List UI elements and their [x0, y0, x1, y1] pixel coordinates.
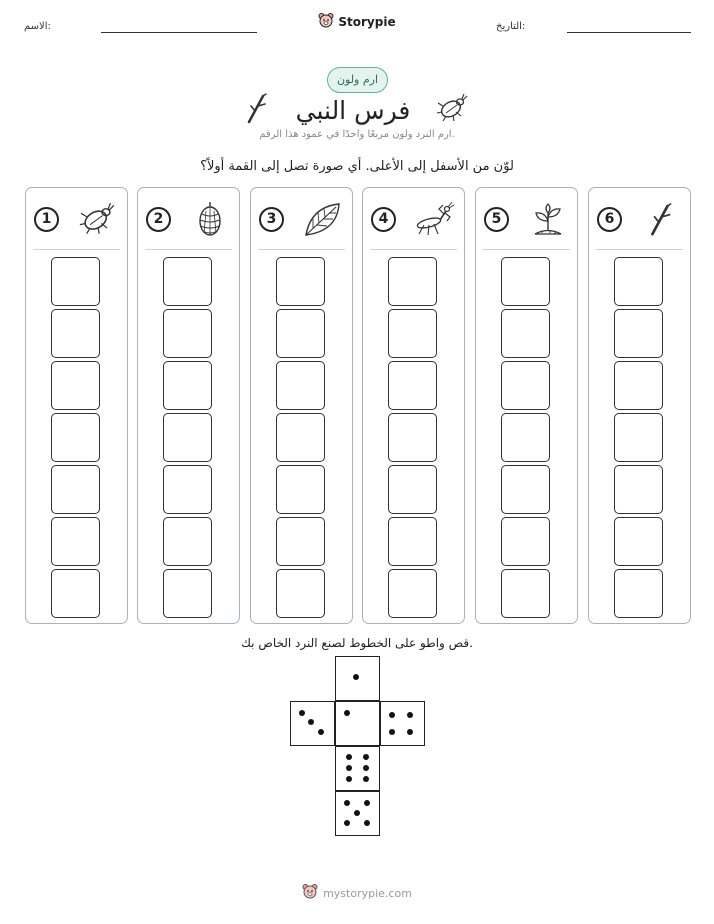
color-cell[interactable]: [501, 465, 550, 514]
die-pip: [363, 776, 369, 782]
beetle-icon: [436, 93, 470, 127]
color-cell[interactable]: [51, 465, 100, 514]
die-pip: [353, 674, 359, 680]
bear-icon: [318, 12, 334, 32]
column-number: 6: [597, 207, 622, 232]
color-cell[interactable]: [163, 465, 212, 514]
color-cell[interactable]: [388, 517, 437, 566]
color-cell[interactable]: [388, 569, 437, 618]
beetle-icon: [77, 200, 119, 238]
footer-url[interactable]: mystorypie.com: [323, 886, 412, 900]
name-label: الاسم:: [24, 21, 51, 32]
color-cell[interactable]: [614, 517, 663, 566]
color-cell[interactable]: [163, 257, 212, 306]
color-cell[interactable]: [501, 361, 550, 410]
color-cell[interactable]: [501, 517, 550, 566]
color-cell[interactable]: [501, 257, 550, 306]
stick-icon: [640, 200, 682, 238]
column-4: [362, 187, 465, 624]
stick-icon: [244, 92, 270, 128]
die-pip: [344, 820, 350, 826]
color-cell[interactable]: [388, 465, 437, 514]
color-cell[interactable]: [501, 413, 550, 462]
footer: [0, 883, 714, 903]
date-line[interactable]: [567, 32, 691, 33]
color-cell[interactable]: [501, 569, 550, 618]
color-cell[interactable]: [276, 361, 325, 410]
color-cell[interactable]: [276, 413, 325, 462]
die-pip: [346, 754, 352, 760]
color-cell[interactable]: [501, 309, 550, 358]
column-divider: [370, 249, 457, 250]
die-pip: [364, 800, 370, 806]
color-cell[interactable]: [614, 309, 663, 358]
die-face-1-center: [335, 701, 380, 746]
color-cell[interactable]: [163, 309, 212, 358]
color-cell[interactable]: [163, 413, 212, 462]
column-header: [146, 200, 231, 238]
leaf-icon: [302, 200, 344, 238]
column-divider: [145, 249, 232, 250]
color-cell[interactable]: [614, 569, 663, 618]
die-face-4: [380, 701, 425, 746]
name-line[interactable]: [101, 32, 257, 33]
subtitle: ارم النرد ولون مربعًا واحدًا في عمود هذا الرقم.: [259, 129, 455, 140]
color-cell[interactable]: [163, 361, 212, 410]
die-face-6: [335, 746, 380, 791]
color-cell[interactable]: [51, 309, 100, 358]
column-header: [371, 200, 456, 238]
column-5: [475, 187, 578, 624]
column-divider: [483, 249, 570, 250]
color-cell[interactable]: [614, 361, 663, 410]
column-3: [250, 187, 353, 624]
cut-instruction: قص واطو على الخطوط لصنع النرد الخاص بك.: [241, 636, 473, 650]
column-header: [597, 200, 682, 238]
color-cell[interactable]: [276, 569, 325, 618]
die-pip: [407, 729, 413, 735]
die-pip: [364, 820, 370, 826]
color-cell[interactable]: [388, 309, 437, 358]
mantis-icon: [414, 200, 456, 238]
column-number: 4: [371, 207, 396, 232]
color-cell[interactable]: [276, 257, 325, 306]
column-6: [588, 187, 691, 624]
die-pip: [318, 729, 324, 735]
die-pip: [389, 712, 395, 718]
color-cell[interactable]: [388, 361, 437, 410]
die-face-3: [290, 701, 335, 746]
die-pip: [363, 754, 369, 760]
color-cell[interactable]: [163, 569, 212, 618]
pinecone-icon: [189, 200, 231, 238]
die-pip: [363, 765, 369, 771]
column-2: [137, 187, 240, 624]
color-cell[interactable]: [51, 517, 100, 566]
brand-name: Storypie: [338, 15, 396, 29]
date-label: التاريخ:: [496, 21, 526, 32]
die-pip: [346, 765, 352, 771]
die-pip: [308, 719, 314, 725]
storypie-logo: [0, 12, 714, 32]
bear-icon: [302, 883, 318, 903]
die-pip: [389, 729, 395, 735]
sprout-icon: [527, 200, 569, 238]
die-pip: [354, 810, 360, 816]
activity-badge: ارم ولون: [327, 67, 388, 93]
color-cell[interactable]: [614, 413, 663, 462]
page-title: فرس النبي: [295, 95, 411, 125]
title-row: [0, 92, 714, 128]
color-cell[interactable]: [276, 465, 325, 514]
die-face-5: [335, 791, 380, 836]
column-header: [259, 200, 344, 238]
color-cell[interactable]: [51, 361, 100, 410]
column-header: [484, 200, 569, 238]
instruction: لوّن من الأسفل إلى الأعلى. أي صورة تصل إلى القمة أولاً؟: [200, 159, 514, 174]
column-number: 1: [34, 207, 59, 232]
die-pip: [299, 710, 305, 716]
color-cell[interactable]: [51, 569, 100, 618]
color-cell[interactable]: [51, 413, 100, 462]
column-header: [34, 200, 119, 238]
color-cell[interactable]: [163, 517, 212, 566]
die-face-1-top: [335, 656, 380, 701]
column-number: 3: [259, 207, 284, 232]
column-1: [25, 187, 128, 624]
column-number: 5: [484, 207, 509, 232]
column-divider: [33, 249, 120, 250]
color-cell[interactable]: [276, 517, 325, 566]
column-divider: [258, 249, 345, 250]
column-number: 2: [146, 207, 171, 232]
color-cell[interactable]: [388, 257, 437, 306]
color-cell[interactable]: [51, 257, 100, 306]
color-cell[interactable]: [614, 257, 663, 306]
die-pip: [344, 800, 350, 806]
die-pip: [407, 712, 413, 718]
column-divider: [596, 249, 683, 250]
die-pip: [346, 776, 352, 782]
die-pip: [344, 710, 350, 716]
color-cell[interactable]: [614, 465, 663, 514]
color-cell[interactable]: [388, 413, 437, 462]
color-cell[interactable]: [276, 309, 325, 358]
